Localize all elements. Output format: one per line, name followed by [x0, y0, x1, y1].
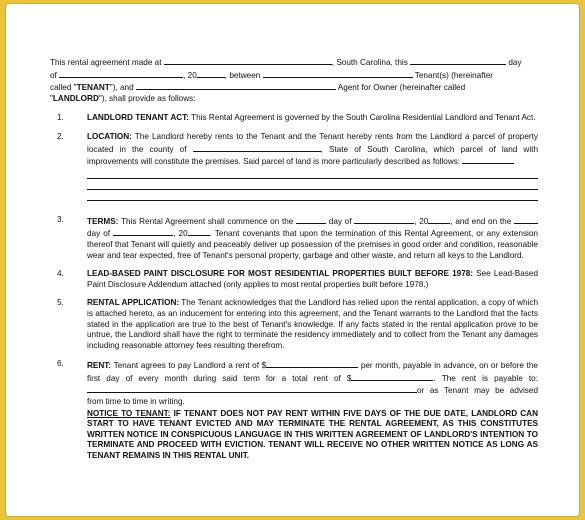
section-text: or as Tenant may be advised from time to time in writing.: [87, 386, 538, 407]
rental-agreement-document: [50, 56, 538, 462]
intro-text: ": [50, 93, 53, 103]
intro-text: day: [508, 58, 522, 67]
intro-text: , South Carolina, this: [331, 58, 408, 67]
section-number: 1.: [57, 113, 64, 123]
intro-text: , 20: [183, 70, 197, 80]
section-heading: TERMS:: [87, 216, 119, 226]
section-5: [50, 298, 538, 351]
end-year-blank[interactable]: [188, 227, 210, 236]
intro-text: "), shall provide as follows:: [98, 93, 196, 103]
section-number: 3.: [57, 214, 64, 224]
county-blank[interactable]: [193, 143, 321, 152]
end-month-blank[interactable]: [113, 227, 173, 236]
intro-text: This rental agreement made at: [50, 58, 162, 67]
section-number: 6.: [57, 359, 64, 369]
section-heading: RENTAL APPLICATION:: [87, 298, 180, 308]
intro-text: , between: [224, 70, 261, 80]
payee-blank[interactable]: [87, 384, 417, 393]
section-text: The Tenant acknowledges that the Landlord has relied upon the rental application, a copy of which is attached hereto, as an inducement for entering into this agreement, and the Tenant warrants to the Landlord that the facts stated in the application are true to the best of Tenant's knowledge. If any facts stated in the rental application prove to be untrue, the Landlord shall have the right to terminate the residency immediately and to collect from the Tenant any damages including reasonable attorney fees resulting therefrom.: [87, 298, 538, 350]
section-text: . The rent is payable to:: [433, 373, 539, 383]
place-blank[interactable]: [164, 56, 332, 65]
section-3: [50, 215, 538, 261]
start-day-blank[interactable]: [296, 215, 326, 224]
year-blank[interactable]: [197, 69, 225, 78]
section-text: , 20: [414, 216, 429, 226]
day-blank[interactable]: [410, 56, 506, 65]
section-text: This Rental Agreement shall commence on the: [118, 216, 294, 226]
section-heading: RENT:: [87, 361, 112, 371]
description-line[interactable]: [87, 168, 538, 179]
description-line[interactable]: [87, 179, 538, 190]
agent-name-blank[interactable]: [136, 81, 336, 90]
rent-amount-blank[interactable]: [266, 359, 358, 368]
month-blank[interactable]: [59, 69, 183, 78]
section-text: per month, payable in advance, on or before the: [360, 361, 538, 371]
section-heading: LEAD-BASED PAINT DISCLOSURE FOR MOST RESIDENTIAL PROPERTIES BUILT BEFORE 1978:: [87, 269, 474, 279]
description-blank[interactable]: [462, 155, 514, 164]
section-text: See Lead-Based Paint Disclosure Addendum attached (only applies to most rental properties built before 1978.): [87, 269, 538, 289]
section-heading: LOCATION:: [87, 131, 132, 141]
section-1: [50, 113, 538, 124]
total-rent-blank[interactable]: [351, 372, 433, 381]
section-text: , and end on the: [450, 216, 512, 226]
section-2: [50, 132, 538, 201]
description-line[interactable]: [87, 190, 538, 201]
intro-paragraph: [50, 56, 538, 104]
intro-text: "), and: [109, 83, 134, 93]
start-month-blank[interactable]: [354, 215, 414, 224]
landlord-term: LANDLORD: [52, 93, 99, 103]
section-text: , 20: [173, 229, 188, 239]
section-text: This Rental Agreement is governed by the South Carolina Residential Landlord and Tenant Act.: [189, 113, 536, 123]
intro-text: Agent for Owner (hereinafter called: [337, 83, 466, 93]
end-day-blank[interactable]: [514, 215, 538, 224]
page-frame: [6, 4, 579, 516]
section-text: Tenant agrees to pay Landlord a rent of $: [111, 361, 267, 371]
notice-to-tenant: [87, 409, 538, 462]
section-number: 5.: [57, 298, 64, 308]
section-heading: LANDLORD TENANT ACT:: [87, 113, 190, 123]
section-text: day of: [328, 216, 352, 226]
section-number: 4.: [57, 269, 64, 279]
intro-text: called ": [50, 83, 77, 93]
tenant-term: TENANT: [76, 83, 110, 93]
intro-text: Tenant(s) (hereinafter: [414, 70, 494, 80]
section-6: [50, 359, 538, 461]
start-year-blank[interactable]: [428, 215, 450, 224]
tenant-name-blank[interactable]: [263, 69, 413, 78]
section-text: first day of every month during said term for a total rent of $: [87, 373, 352, 383]
notice-label: NOTICE TO TENANT:: [87, 408, 171, 418]
section-text: The Landlord hereby rents to the Tenant and the Tenant hereby rents from the Landlord a parcel of property located in the county of: [87, 131, 538, 154]
section-number: 2.: [57, 131, 64, 141]
notice-text: IF TENANT DOES NOT PAY RENT WITHIN FIVE DAYS OF THE DUE DATE, LANDLORD CAN START TO HAVE TENANT EVICTED AND MAY TERMINATE THE RENTAL AGREEMENT, AS THIS CONSTITUTES WRITTEN NOTICE IN CONSPICUOUS LANGUAGE IN THIS WRITTEN AGREEMENT OF LANDLORD'S INTENTION TO TERMINATE AND PROCEED WITH EVICTION. TENANT WILL RECEIVE NO OTHER WRITTEN NOTICE AS LONG AS TENANT REMAINS IN THIS RENTAL UNIT.: [87, 408, 538, 461]
section-4: [50, 269, 538, 290]
section-text: , State of South Carolina, which parcel of land with improvements will constitute the premises. Said parcel of land is more particularly described as follows:: [87, 144, 538, 167]
section-text: . Tenant covenants that upon the termination of this Rental Agreement, or any extension thereof that Tenant will quietly and peaceably deliver up possession of the premises in good order and condition, reasonable wear and tear expected, free of Tenant's personal property, garbage and other waste, and return all keys to the Landlord.: [87, 229, 538, 260]
intro-text: of: [50, 70, 57, 80]
section-text: day of: [87, 229, 111, 239]
